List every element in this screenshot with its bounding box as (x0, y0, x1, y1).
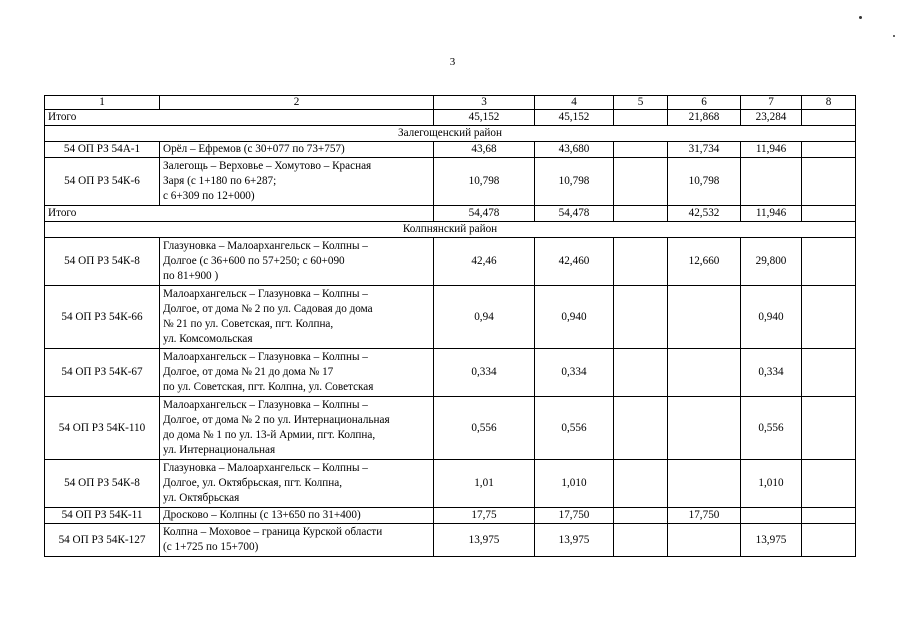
length-total-cell: 17,75 (434, 508, 535, 524)
length-cell: 45,152 (535, 110, 614, 126)
total-label: Итого (45, 206, 434, 222)
empty-cell (802, 238, 856, 286)
total-row (45, 206, 856, 222)
column-header: 4 (535, 96, 614, 110)
column-header: 1 (45, 96, 160, 110)
road-name (160, 397, 434, 460)
road-code: 54 ОП РЗ 54К-110 (45, 397, 160, 460)
length-cell: 0,940 (741, 286, 802, 349)
district-name: Залегощенский район (45, 126, 856, 142)
length-cell: 11,946 (741, 142, 802, 158)
length-cell (741, 158, 802, 206)
length-cell: 43,680 (535, 142, 614, 158)
length-total-cell: 1,01 (434, 460, 535, 508)
road-name-line: Долгое (с 36+600 по 57+250; с 60+090 (163, 255, 345, 267)
length-cell: 12,660 (668, 238, 741, 286)
empty-cell (802, 460, 856, 508)
column-header: 8 (802, 96, 856, 110)
district-name: Колпнянский район (45, 222, 856, 238)
empty-cell (614, 142, 668, 158)
length-cell: 13,975 (535, 524, 614, 557)
length-cell: 42,532 (668, 206, 741, 222)
roads-table (44, 95, 856, 557)
length-cell: 10,798 (668, 158, 741, 206)
column-header: 7 (741, 96, 802, 110)
length-total-cell: 0,334 (434, 349, 535, 397)
empty-cell (802, 110, 856, 126)
length-cell: 17,750 (535, 508, 614, 524)
empty-cell (614, 397, 668, 460)
district-row (45, 126, 856, 142)
road-row (45, 158, 856, 206)
road-row (45, 508, 856, 524)
road-code: 54 ОП РЗ 54А-1 (45, 142, 160, 158)
length-cell (668, 397, 741, 460)
length-cell: 0,334 (535, 349, 614, 397)
road-code: 54 ОП РЗ 54К-127 (45, 524, 160, 557)
empty-cell (802, 524, 856, 557)
empty-cell (802, 349, 856, 397)
road-name-line: Залегощь – Верховье – Хомутово – Красная (163, 160, 372, 172)
road-name-line: Глазуновка – Малоархангельск – Колпны – (163, 462, 368, 474)
table-body (45, 96, 856, 557)
road-name (160, 286, 434, 349)
road-row (45, 142, 856, 158)
length-cell: 17,750 (668, 508, 741, 524)
road-name-line: Малоархангельск – Глазуновка – Колпны – (163, 399, 368, 411)
length-cell: 54,478 (535, 206, 614, 222)
length-cell: 23,284 (741, 110, 802, 126)
road-name-line: Колпна – Моховое – граница Курской области (163, 526, 383, 538)
road-code: 54 ОП РЗ 54К-66 (45, 286, 160, 349)
road-row (45, 397, 856, 460)
road-name-line: Малоархангельск – Глазуновка – Колпны – (163, 288, 368, 300)
empty-cell (614, 349, 668, 397)
length-cell (668, 524, 741, 557)
road-code: 54 ОП РЗ 54К-6 (45, 158, 160, 206)
road-code: 54 ОП РЗ 54К-8 (45, 238, 160, 286)
length-cell: 11,946 (741, 206, 802, 222)
road-row (45, 460, 856, 508)
empty-cell (802, 158, 856, 206)
column-header: 2 (160, 96, 434, 110)
total-label: Итого (45, 110, 434, 126)
road-row (45, 524, 856, 557)
length-cell: 10,798 (535, 158, 614, 206)
road-name-line: по ул. Советская, пгт. Колпна, ул. Советская (163, 381, 374, 393)
road-name-line: Малоархангельск – Глазуновка – Колпны – (163, 351, 368, 363)
total-row (45, 110, 856, 126)
road-name-line: (с 1+725 по 15+700) (163, 541, 259, 553)
length-cell (668, 286, 741, 349)
empty-cell (614, 158, 668, 206)
column-header: 6 (668, 96, 741, 110)
length-cell (668, 460, 741, 508)
road-name-line: с 6+309 по 12+000) (163, 190, 255, 202)
length-cell: 0,940 (535, 286, 614, 349)
length-cell: 0,556 (535, 397, 614, 460)
road-name-line: ул. Октябрьская (163, 492, 240, 504)
empty-cell (614, 460, 668, 508)
road-name-line: Дросково – Колпны (с 13+650 по 31+400) (163, 509, 361, 521)
empty-cell (802, 397, 856, 460)
empty-cell (614, 110, 668, 126)
road-code: 54 ОП РЗ 54К-8 (45, 460, 160, 508)
length-cell: 29,800 (741, 238, 802, 286)
road-name-line: по 81+900 ) (163, 270, 219, 282)
length-total-cell: 42,46 (434, 238, 535, 286)
road-row (45, 286, 856, 349)
page-number: 3 (449, 56, 456, 68)
road-name (160, 349, 434, 397)
road-row (45, 238, 856, 286)
road-code: 54 ОП РЗ 54К-11 (45, 508, 160, 524)
road-name-line: Долгое, от дома № 21 до дома № 17 (163, 366, 334, 378)
scan-speck (893, 35, 895, 37)
road-name-line: Долгое, от дома № 2 по ул. Интернациональная (163, 414, 390, 426)
length-total-cell: 0,94 (434, 286, 535, 349)
road-row (45, 349, 856, 397)
road-name-line: Глазуновка – Малоархангельск – Колпны – (163, 240, 368, 252)
scan-speck (859, 16, 862, 19)
header-row (45, 96, 856, 110)
road-name-line: ул. Интернациональная (163, 444, 276, 456)
empty-cell (802, 286, 856, 349)
length-cell: 21,868 (668, 110, 741, 126)
length-cell: 1,010 (741, 460, 802, 508)
road-name-line: ул. Комсомольская (163, 333, 253, 345)
column-header: 3 (434, 96, 535, 110)
length-total-cell: 0,556 (434, 397, 535, 460)
road-name-line: Заря (с 1+180 по 6+287; (163, 175, 277, 187)
empty-cell (802, 206, 856, 222)
length-total-cell: 45,152 (434, 110, 535, 126)
empty-cell (802, 142, 856, 158)
empty-cell (614, 286, 668, 349)
road-name (160, 524, 434, 557)
road-name-line: Долгое, от дома № 2 по ул. Садовая до дома (163, 303, 373, 315)
road-code: 54 ОП РЗ 54К-67 (45, 349, 160, 397)
length-total-cell: 13,975 (434, 524, 535, 557)
road-name-line: № 21 по ул. Советская, пгт. Колпна, (163, 318, 334, 330)
empty-cell (614, 238, 668, 286)
road-name (160, 460, 434, 508)
length-cell: 42,460 (535, 238, 614, 286)
empty-cell (614, 508, 668, 524)
empty-cell (614, 524, 668, 557)
road-name-line: Долгое, ул. Октябрьская, пгт. Колпна, (163, 477, 343, 489)
length-cell: 0,556 (741, 397, 802, 460)
length-cell (741, 508, 802, 524)
length-total-cell: 10,798 (434, 158, 535, 206)
empty-cell (614, 206, 668, 222)
length-cell (668, 349, 741, 397)
length-cell: 13,975 (741, 524, 802, 557)
length-cell: 1,010 (535, 460, 614, 508)
district-row (45, 222, 856, 238)
road-name (160, 142, 434, 158)
length-cell: 31,734 (668, 142, 741, 158)
road-name (160, 158, 434, 206)
length-total-cell: 54,478 (434, 206, 535, 222)
column-header: 5 (614, 96, 668, 110)
road-name (160, 238, 434, 286)
road-name-line: Орёл – Ефремов (с 30+077 по 73+757) (163, 143, 345, 155)
empty-cell (802, 508, 856, 524)
length-cell: 0,334 (741, 349, 802, 397)
road-name-line: до дома № 1 по ул. 13-й Армии, пгт. Колпна, (163, 429, 376, 441)
road-name (160, 508, 434, 524)
length-total-cell: 43,68 (434, 142, 535, 158)
